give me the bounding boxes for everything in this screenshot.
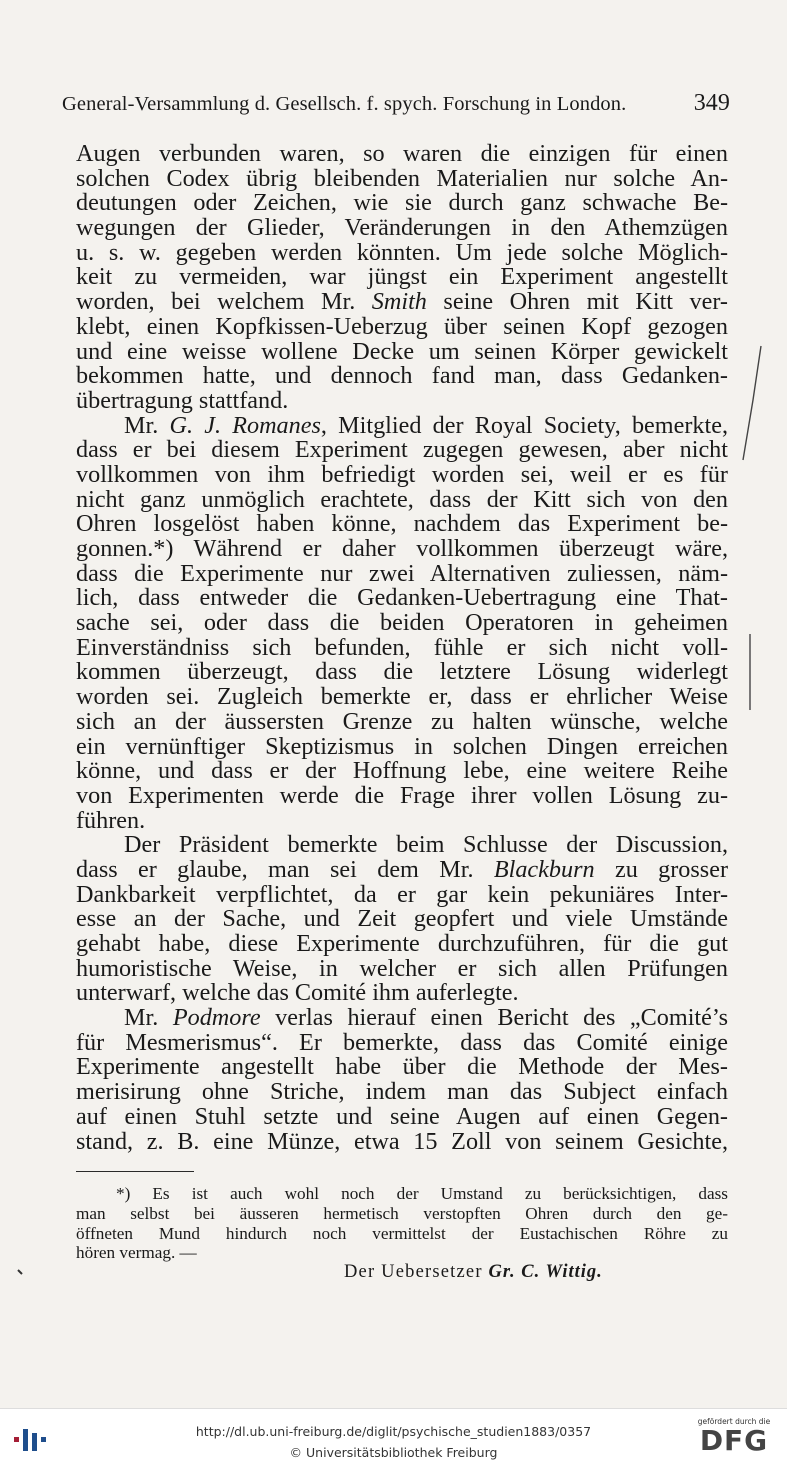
text-line: gehabt habe, diese Experimente durchzuführen, für die gut (76, 930, 728, 957)
text-line: Einverständniss sich befunden, fühle er sich nicht voll- (76, 633, 728, 661)
text-line: Der Präsident bemerkte beim Schlusse der Discussion, (124, 831, 728, 859)
viewer-footer (0, 1408, 787, 1466)
text-line: u. s. w. gegeben werden könnten. Um jede solche Möglich- (76, 238, 728, 266)
translator-prefix: Der Uebersetzer (344, 1262, 489, 1282)
text-line: deutungen oder Zeichen, wie sie durch ganz schwache Be- (76, 189, 728, 217)
running-header (62, 90, 730, 116)
text-line: dass die Experimente nur zwei Alternativen zuliessen, näm- (76, 559, 728, 587)
text-line: esse an der Sache, und Zeit geopfert und viele Umstände (76, 905, 728, 933)
text-line: humoristische Weise, in welcher er sich allen Prüfungen (76, 954, 728, 982)
text-line (76, 411, 728, 439)
footnote-line: man selbst bei äusseren hermetisch verstopften Ohren durch den ge- (76, 1203, 728, 1223)
permalink-url[interactable]: http://dl.ub.uni-freiburg.de/diglit/psychische_studien1883/0357 (195, 1424, 592, 1439)
text-line: wegungen der Glieder, Veränderungen in den Athemzügen (76, 214, 728, 242)
person-name-romanes: G. J. Romanes (169, 411, 321, 439)
text-segment: zu grosser (594, 855, 728, 883)
copyright-text: © Universitätsbibliothek Freiburg (289, 1445, 498, 1460)
text-line: für Mesmerismus“. Er bemerkte, dass das Comité einige (76, 1028, 728, 1056)
text-segment: worden, bei welchem Mr. (76, 288, 372, 316)
text-line: vollkommen von ihm befriedigt worden sei, weil er es für (76, 460, 728, 488)
page-number: 349 (693, 90, 730, 116)
text-segment: Mr. (124, 411, 170, 439)
text-line: sich an der äussersten Grenze zu halten wünsche, welche (76, 707, 728, 735)
person-name-blackburn: Blackburn (493, 855, 595, 883)
running-title: General-Versammlung d. Gesellsch. f. spych. Forschung in London. (62, 93, 627, 115)
text-line: lich, dass entweder die Gedanken-Uebertragung eine That- (76, 584, 728, 612)
text-line: nicht ganz unmöglich erachtete, dass der Kitt sich von den (76, 485, 728, 513)
text-line: auf einen Stuhl setzte und seine Augen auf einen Gegen- (76, 1102, 728, 1130)
text-line (76, 855, 728, 883)
text-line: Dankbarkeit verpflichtet, da er gar kein pekuniäres Inter- (76, 880, 728, 908)
dfg-caption: gefördert durch die (697, 1417, 771, 1426)
margin-pencil-mark (735, 340, 765, 470)
text-line: dass er bei diesem Experiment zugegen gewesen, aber nicht (76, 436, 728, 464)
margin-bracket-mark (740, 630, 760, 720)
text-line: führen. (76, 806, 146, 834)
text-line: worden sei. Zugleich bemerkte er, dass er ehrlicher Weise (76, 683, 728, 711)
text-line: bekommen hatte, und dennoch fand man, dass Gedanken- (76, 362, 728, 390)
text-segment: , Mitglied der Royal Society, bemerkte, (320, 411, 728, 439)
text-line: Experimente angestellt habe über die Methode der Mes- (76, 1053, 728, 1081)
footnote-line: *) Es ist auch wohl noch der Umstand zu berücksichtigen, dass (116, 1184, 728, 1203)
text-line: Ohren losgelöst haben könne, nachdem das Experiment be- (76, 510, 728, 538)
text-line: unterwarf, welche das Comité ihm auferlegte. (76, 979, 519, 1007)
text-segment: Mr. (124, 1004, 173, 1032)
footnote (76, 1184, 728, 1263)
text-line: übertragung stattfand. (76, 386, 289, 414)
text-line: merisirung ohne Striche, indem man das Subject einfach (76, 1078, 728, 1106)
dfg-logo (691, 1417, 777, 1461)
footnote-rule (76, 1171, 194, 1172)
text-segment: seine Ohren mit Kitt ver- (426, 288, 728, 316)
body-text (76, 142, 728, 1154)
text-line: solchen Codex übrig bleibenden Materialien nur solche An- (76, 164, 728, 192)
dfg-wordmark: DFG (699, 1424, 769, 1457)
text-line: sache sei, oder dass die beiden Operatoren in geheimen (76, 609, 728, 637)
text-line: keit zu vermeiden, war jüngst ein Experiment angestellt (76, 263, 728, 291)
text-line: und eine weisse wollene Decke um seinen Körper gewickelt (76, 337, 728, 365)
text-line: stand, z. B. eine Münze, etwa 15 Zoll von seinem Gesichte, (76, 1127, 728, 1155)
text-line: Augen verbunden waren, so waren die einzigen für einen (76, 140, 728, 167)
text-segment: dass er glaube, man sei dem Mr. (76, 855, 494, 883)
person-name-smith: Smith (371, 288, 427, 316)
text-line: könne, und dass er der Hoffnung lebe, eine weitere Reihe (76, 757, 728, 785)
person-name-podmore: Podmore (172, 1004, 261, 1032)
text-line: kommen überzeugt, dass die letztere Lösung widerlegt (76, 658, 728, 686)
margin-dot-mark (0, 1262, 30, 1282)
text-line (76, 1006, 728, 1031)
footnote-line: öffneten Mund hindurch noch vermittelst der Eustachischen Röhre zu (76, 1223, 728, 1243)
translator-name: Gr. C. Wittig. (488, 1262, 603, 1282)
text-line: klebt, einen Kopfkissen-Ueberzug über seinen Kopf gezogen (76, 312, 728, 340)
text-line: von Experimenten werde die Frage ihrer vollen Lösung zu- (76, 781, 728, 809)
translator-signature (344, 1262, 603, 1283)
text-line: ein vernünftiger Skeptizismus in solchen Dingen erreichen (76, 732, 728, 760)
text-segment: verlas hierauf einen Bericht des „Comité’s (260, 1004, 729, 1032)
text-line: gonnen.*) Während er daher vollkommen überzeugt wäre, (76, 535, 728, 562)
footnote-line: hören vermag. — (76, 1243, 197, 1263)
text-line (76, 290, 728, 315)
